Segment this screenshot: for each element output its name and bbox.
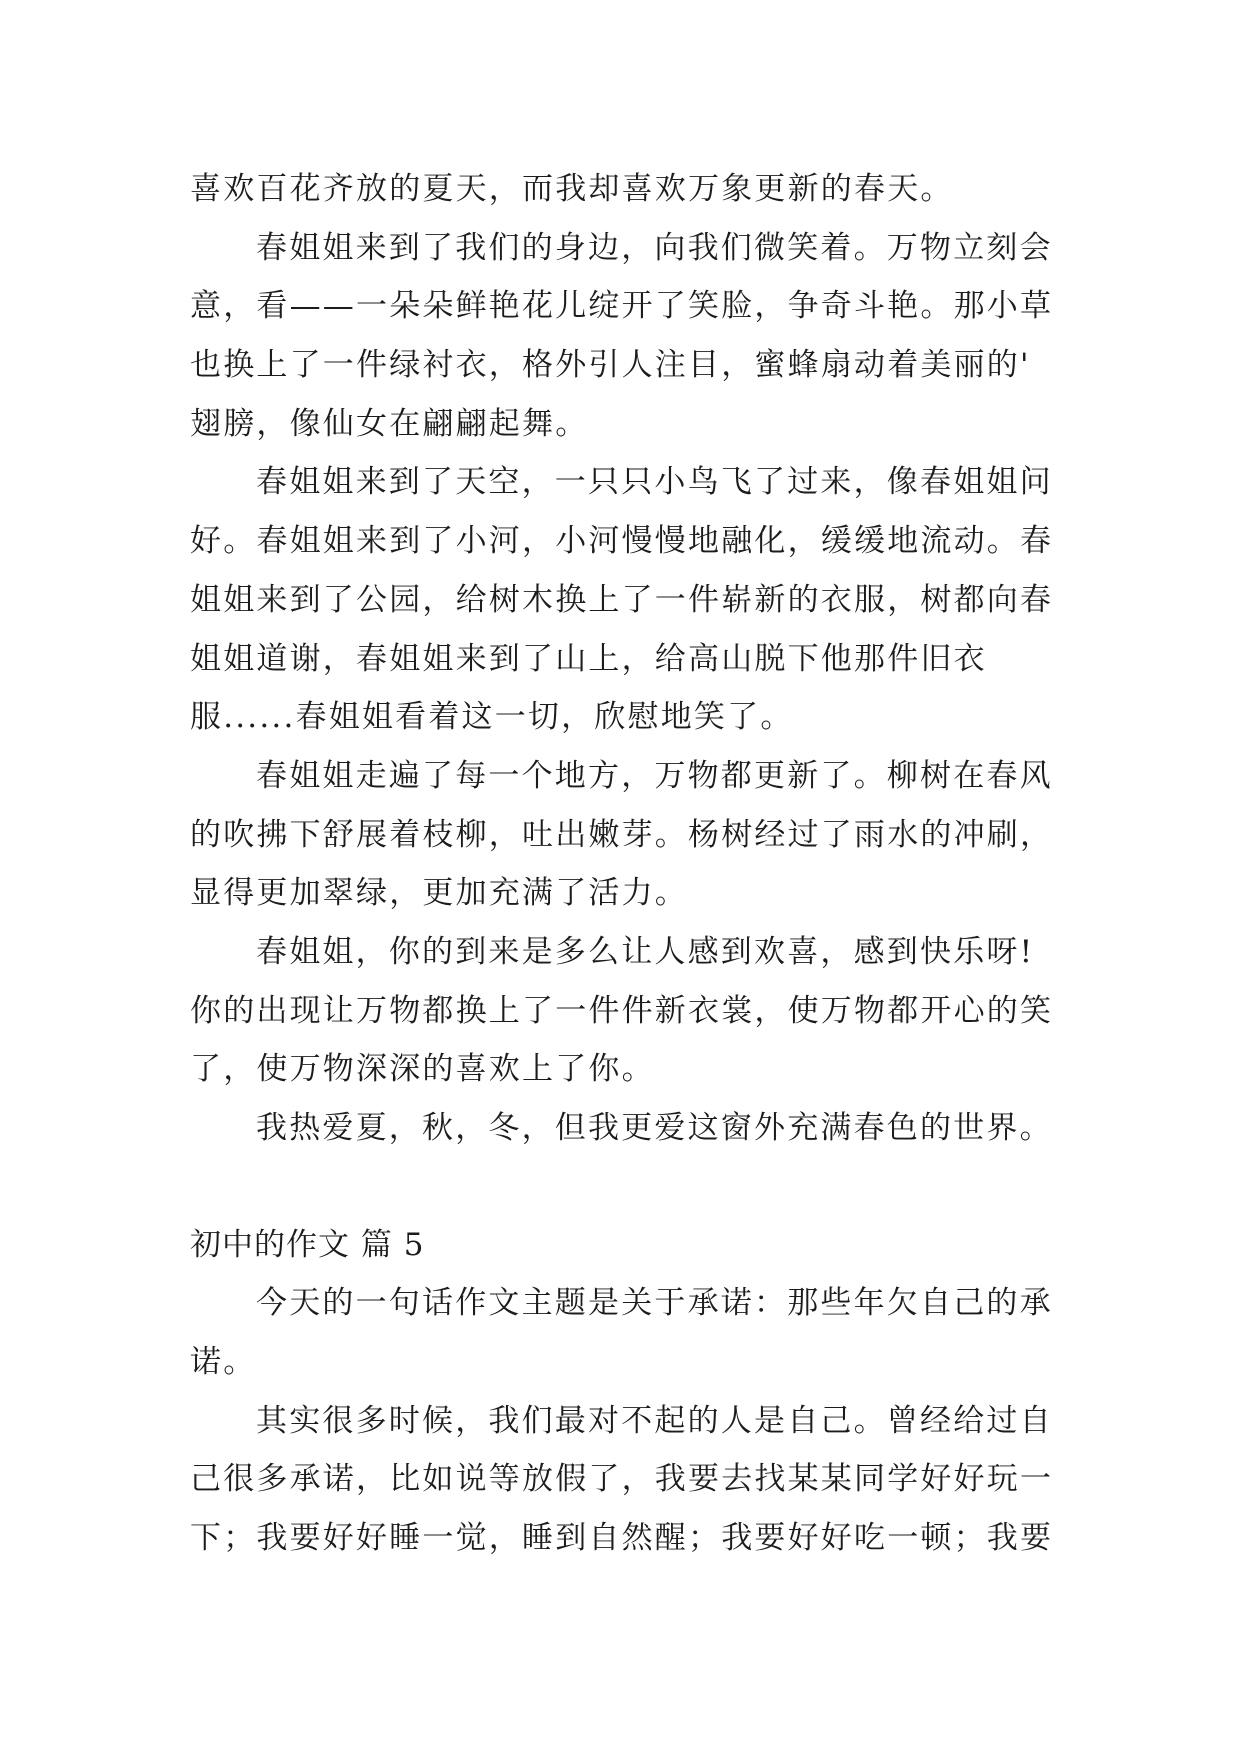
text-line: 姐姐来到了公园，给树木换上了一件崭新的衣服，树都向春 — [190, 581, 1054, 618]
paragraph — [190, 1392, 1070, 1568]
text-line: 你的出现让万物都换上了一件件新衣裳，使万物都开心的笑 — [190, 992, 1054, 1029]
text-line: 好。春姐姐来到了小河，小河慢慢地融化，缓缓地流动。春 — [190, 523, 1054, 560]
paragraph — [190, 453, 1070, 746]
paragraph — [190, 160, 1070, 219]
text-line: 姐姐道谢，春姐姐来到了山上，给高山脱下他那件旧衣 — [190, 640, 987, 677]
text-line: 春姐姐走遍了每一个地方，万物都更新了。柳树在春风 — [256, 757, 1053, 794]
text-line: 翅膀，像仙女在翩翩起舞。 — [190, 405, 589, 442]
text-line: 下；我要好好睡一觉，睡到自然醒；我要好好吃一顿；我要 — [190, 1520, 1054, 1557]
text-line: 意，看——一朵朵鲜艳花儿绽开了笑脸，争奇斗艳。那小草 — [190, 288, 1054, 325]
text-line: 了，使万物深深的喜欢上了你。 — [190, 1051, 655, 1088]
text-line: 我热爱夏，秋，冬，但我更爱这窗外充满春色的世界。 — [256, 1110, 1053, 1146]
paragraph — [190, 747, 1070, 923]
paragraph — [190, 1099, 1070, 1158]
text-line: 春姐姐来到了我们的身边，向我们微笑着。万物立刻会 — [256, 229, 1053, 266]
text-line: 显得更加翠绿，更加充满了活力。 — [190, 875, 688, 912]
text-line: 诺。 — [190, 1344, 257, 1381]
text-line: 其实很多时候，我们最对不起的人是自己。曾经给过自 — [256, 1402, 1053, 1439]
paragraph — [190, 923, 1070, 1099]
section-heading: 初中的作文 篇 5 — [190, 1226, 425, 1263]
text-line: 春姐姐来到了天空，一只只小鸟飞了过来，像春姐姐问 — [256, 464, 1053, 501]
document-body — [190, 160, 1070, 1568]
text-line: 服......春姐姐看着这一切，欣慰地笑了。 — [190, 699, 794, 736]
text-line: 也换上了一件绿衬衣，格外引人注目，蜜蜂扇动着美丽的' — [190, 347, 1031, 384]
text-line: 己很多承诺，比如说等放假了，我要去找某某同学好好玩一 — [190, 1461, 1054, 1498]
text-line: 今天的一句话作文主题是关于承诺：那些年欠自己的承 — [256, 1285, 1053, 1322]
text-line: 的吹拂下舒展着枝柳，吐出嫩芽。杨树经过了雨水的冲刷， — [190, 816, 1054, 853]
text-line: 喜欢百花齐放的夏天，而我却喜欢万象更新的春天。 — [190, 171, 954, 207]
text-line: 春姐姐，你的到来是多么让人感到欢喜，感到快乐呀! — [256, 933, 1035, 970]
paragraph — [190, 219, 1070, 454]
paragraph — [190, 1274, 1070, 1391]
